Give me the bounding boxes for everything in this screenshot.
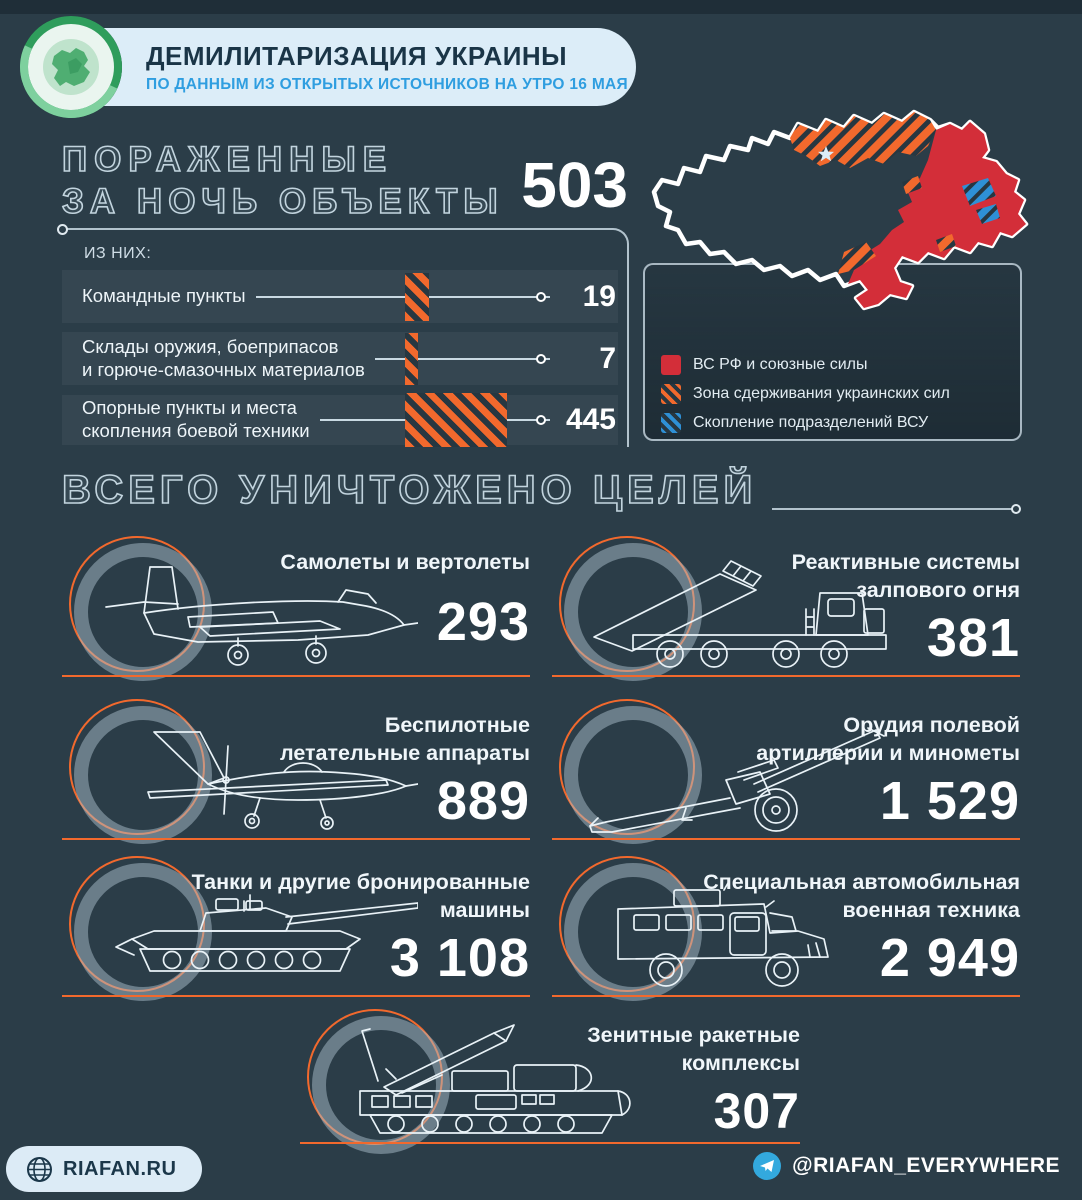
card-underline bbox=[552, 675, 1020, 678]
card-label bbox=[280, 712, 530, 768]
card-label-line: военная техника bbox=[842, 897, 1020, 922]
europe-map-glyph bbox=[40, 36, 102, 98]
globe-europe-icon bbox=[20, 16, 122, 118]
card-underline bbox=[300, 1142, 800, 1145]
card-label-line: Реактивные системы bbox=[791, 550, 1020, 574]
card-label-line: Самолеты и вертолеты bbox=[280, 550, 530, 574]
card-underline bbox=[62, 675, 530, 678]
globe-icon bbox=[26, 1156, 53, 1183]
page-title: ДЕМИЛИТАРИЗАЦИЯ УКРАИНЫ bbox=[146, 40, 568, 71]
card-label bbox=[587, 1022, 800, 1078]
card-value: 889 bbox=[436, 771, 530, 831]
orange-hatched-swatch-icon bbox=[661, 384, 681, 404]
row-label-line: Командные пункты bbox=[82, 285, 246, 307]
leader-line bbox=[256, 296, 550, 298]
card-label bbox=[756, 712, 1020, 768]
row-label-line: Опорные пункты и места bbox=[82, 397, 297, 419]
card-label bbox=[192, 869, 530, 925]
map-legend bbox=[661, 355, 950, 433]
night-total: 503 bbox=[521, 149, 628, 221]
top-strip bbox=[0, 0, 1082, 14]
card-tanks bbox=[62, 855, 530, 997]
card-military-vehicles bbox=[552, 855, 1020, 997]
leader-line bbox=[375, 358, 550, 360]
card-label-line: залпового огня bbox=[856, 577, 1020, 602]
card-label-line: артиллерии и минометы bbox=[756, 740, 1020, 765]
card-label-line: Беспилотные bbox=[384, 713, 530, 737]
card-label bbox=[703, 869, 1020, 925]
legend-label: Скопление подразделений ВСУ bbox=[693, 414, 929, 431]
legend-label: ВС РФ и союзные силы bbox=[693, 356, 868, 373]
card-underline bbox=[62, 838, 530, 841]
card-label-line: Танки и другие бронированные bbox=[191, 870, 530, 894]
card-value: 2 949 bbox=[879, 928, 1020, 988]
row-label-line: Склады оружия, боеприпасов bbox=[82, 335, 339, 357]
blue-hatched-swatch-icon bbox=[661, 413, 681, 433]
row-label bbox=[82, 397, 310, 442]
header bbox=[36, 28, 636, 106]
card-label-line: машины bbox=[439, 897, 530, 922]
card-label-line: Специальная автомобильная bbox=[703, 870, 1020, 894]
card-label bbox=[280, 549, 530, 577]
card-label-line: Орудия полевой bbox=[843, 713, 1020, 737]
ukraine-map bbox=[640, 94, 1035, 341]
card-sam bbox=[300, 1008, 800, 1144]
row-value: 445 bbox=[565, 403, 616, 436]
card-label-line: летательные аппараты bbox=[279, 740, 530, 765]
bar-strongpoints bbox=[405, 393, 507, 447]
destroyed-title-line bbox=[772, 508, 1018, 510]
card-value: 3 108 bbox=[389, 928, 530, 988]
night-row-depots bbox=[62, 332, 618, 385]
card-label bbox=[792, 549, 1020, 605]
card-label-line: комплексы bbox=[681, 1050, 800, 1075]
site-url: RIAFAN.RU bbox=[63, 1157, 177, 1180]
night-row-command-posts bbox=[62, 270, 618, 323]
card-value: 381 bbox=[926, 608, 1020, 668]
site-link[interactable] bbox=[6, 1146, 202, 1192]
legend-label: Зона сдерживания украинских сил bbox=[693, 385, 950, 402]
night-title-line1: ПОРАЖЕННЫЕ bbox=[62, 140, 394, 179]
destroyed-title: ВСЕГО УНИЧТОЖЕНО ЦЕЛЕЙ bbox=[62, 468, 758, 512]
legend-item-rf bbox=[661, 355, 950, 375]
bar-command-posts bbox=[405, 273, 429, 321]
row-value: 19 bbox=[582, 279, 616, 313]
card-value: 1 529 bbox=[879, 771, 1020, 831]
telegram-link[interactable] bbox=[753, 1152, 1060, 1180]
card-uav bbox=[62, 698, 530, 840]
legend-item-containment bbox=[661, 384, 950, 404]
card-artillery bbox=[552, 698, 1020, 840]
row-label-line: скопления боевой техники bbox=[82, 420, 310, 441]
night-row-strongpoints bbox=[62, 395, 618, 445]
card-underline bbox=[552, 995, 1020, 998]
card-label-line: Зенитные ракетные bbox=[587, 1023, 800, 1047]
row-label-line: и горюче-смазочных материалов bbox=[82, 358, 365, 380]
card-mlrs bbox=[552, 535, 1020, 677]
of-them-label: ИЗ НИХ: bbox=[84, 245, 152, 262]
card-underline bbox=[62, 995, 530, 998]
telegram-icon bbox=[753, 1152, 781, 1180]
row-label bbox=[82, 336, 365, 381]
telegram-handle: @RIAFAN_EVERYWHERE bbox=[792, 1154, 1060, 1177]
card-aircraft bbox=[62, 535, 530, 677]
card-value: 293 bbox=[436, 592, 530, 652]
row-value: 7 bbox=[599, 341, 616, 375]
legend-item-vsu bbox=[661, 413, 950, 433]
page-subtitle: ПО ДАННЫМ ИЗ ОТКРЫТЫХ ИСТОЧНИКОВ НА УТРО 16 МАЯ bbox=[146, 75, 628, 93]
bar-depots bbox=[405, 333, 418, 385]
card-value: 307 bbox=[713, 1083, 800, 1139]
red-swatch-icon bbox=[661, 355, 681, 375]
logo-ring bbox=[20, 16, 122, 118]
row-label bbox=[82, 285, 246, 308]
night-title-line2: ЗА НОЧЬ ОБЪЕКТЫ bbox=[62, 182, 504, 221]
card-underline bbox=[552, 838, 1020, 841]
